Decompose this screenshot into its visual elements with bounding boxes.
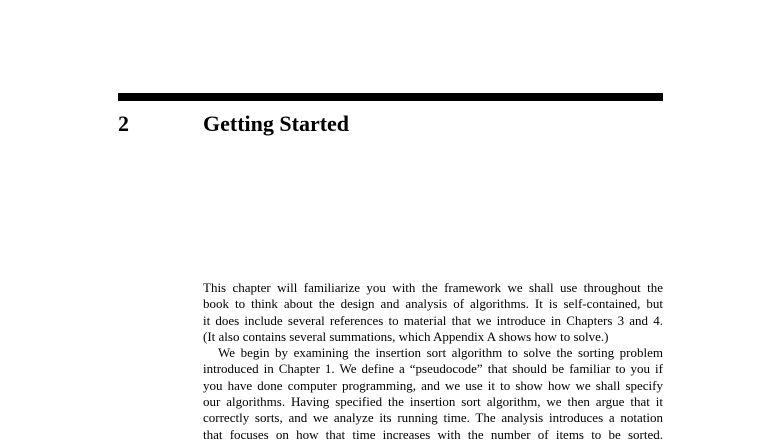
chapter-intro-text xyxy=(203,280,663,441)
text-line: that focuses on how that time increases with the number of items to be sorted. xyxy=(203,426,663,441)
text-line: introduced in Chapter 1. We define a “pseudocode” that should be familiar to you if xyxy=(203,361,663,377)
text-line: it does include several references to material that we introduce in Chapters 3 and 4. xyxy=(203,312,663,328)
text-line: you have done computer programming, and we use it to show how we shall specify xyxy=(203,377,663,393)
text-line: our algorithms. Having specified the insertion sort algorithm, we then argue that it xyxy=(203,394,663,410)
chapter-number: 2 xyxy=(118,111,129,136)
text-line: book to think about the design and analysis of algorithms. It is self-contained, but xyxy=(203,296,663,312)
text-line: We begin by examining the insertion sort algorithm to solve the sorting problem xyxy=(218,345,663,361)
text-line: (It also contains several summations, which Appendix A shows how to solve.) xyxy=(203,328,609,344)
chapter-title: Getting Started xyxy=(203,111,350,136)
chapter-heading-rule xyxy=(118,93,663,101)
text-line: This chapter will familiarize you with the framework we shall use throughout the xyxy=(203,280,663,295)
text-line: correctly sorts, and we analyze its running time. The analysis introduces a notation xyxy=(203,410,663,426)
